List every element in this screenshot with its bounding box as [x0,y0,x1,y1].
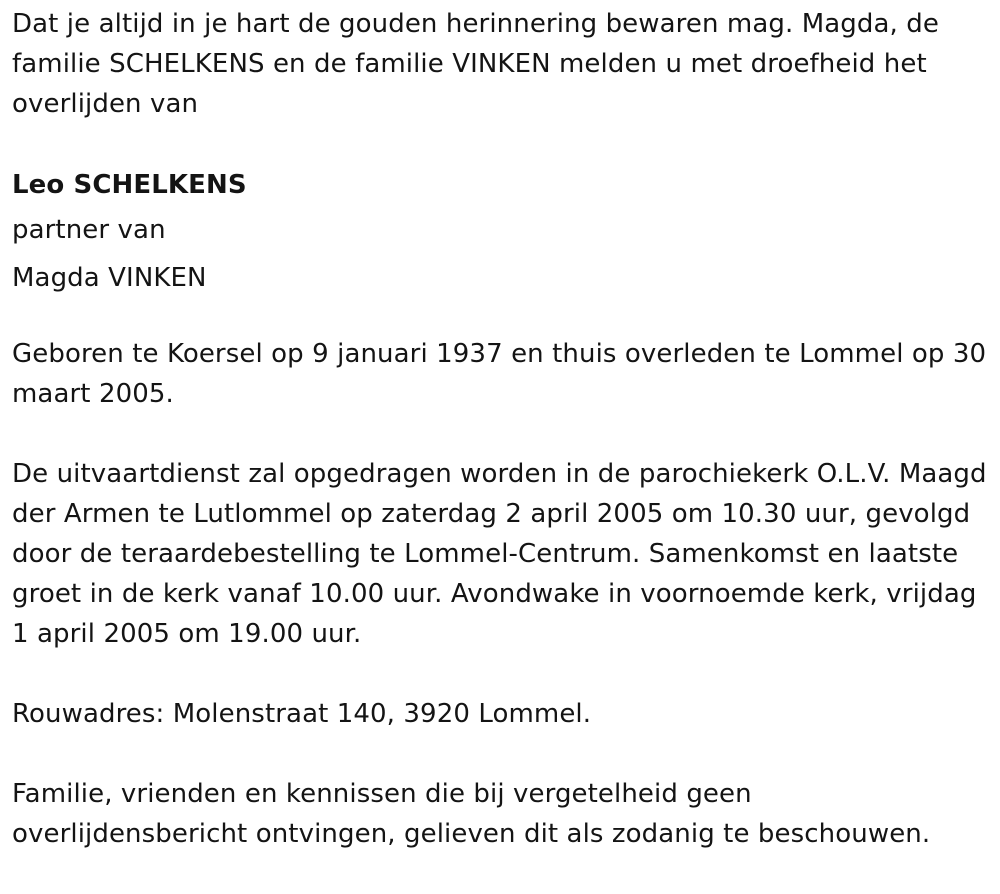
intro-paragraph: Dat je altijd in je hart de gouden herinnering bewaren mag. Magda, de familie SCHELKENS en de familie VINKEN melden u met droefheid het overlijden van [12,9,939,119]
obituary-notice [12,4,987,894]
address-paragraph: Rouwadres: Molenstraat 140, 3920 Lommel. [12,699,592,729]
closing-paragraph: Familie, vrienden en kennissen die bij vergetelheid geen overlijdensbericht ontvingen, gelieven dit als zodanig te beschouwen. [12,779,931,849]
deceased-name: Leo SCHELKENS [12,170,247,200]
funeral-paragraph: De uitvaartdienst zal opgedragen worden in de parochiekerk O.L.V. Maagd der Armen te Lutlommel op zaterdag 2 april 2005 om 10.30 uur, gevolgd door de teraardebestelling te Lommel-Centrum. Samenkomst en laatste groet in de kerk vanaf 10.00 uur. Avondwake in voornoemde kerk, vrijdag 1 april 2005 om 19.00 uur. [12,459,987,649]
partner-name: Magda VINKEN [12,263,207,293]
birth-death-paragraph: Geboren te Koersel op 9 januari 1937 en thuis overleden te Lommel op 30 maart 2005. [12,339,987,409]
relation-text: partner van [12,215,166,245]
